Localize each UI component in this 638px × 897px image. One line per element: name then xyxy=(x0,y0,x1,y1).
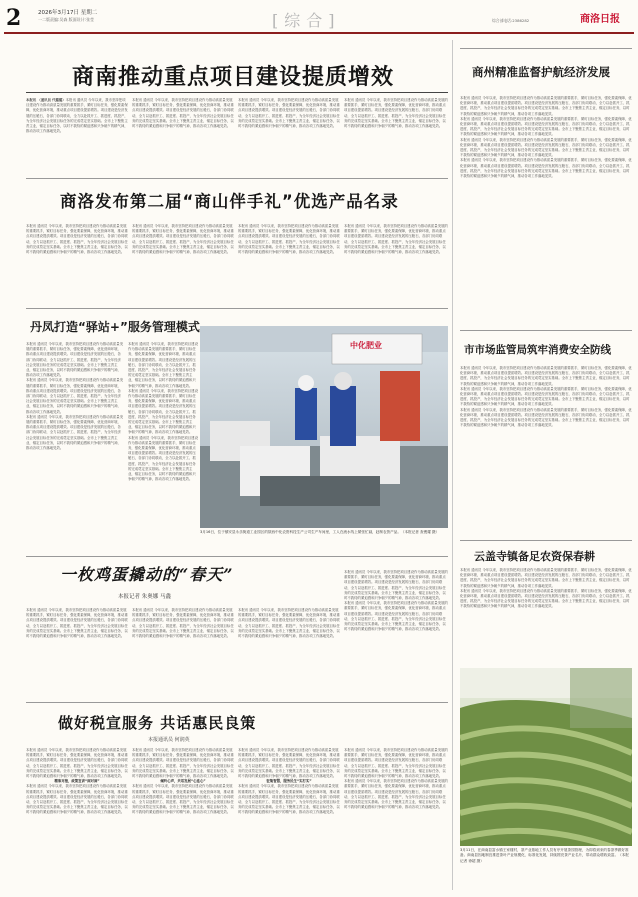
main-article-col1 xyxy=(26,98,128,172)
body-text: 本报讯 通讯员 今年以来，我市坚持把项目建设作为推动高质量发展的重要抓手，紧盯目标任务，强化要素保障，优化营商环境，推动重点项目建设提质增效。项目建设是经济发展的压舱石，各部门协同联动，全力以赴抓开工、抓进度、抓投产，为全年经济社会发展目标任务的完成奠定坚实基础。全市上下聚焦主责主业，锚定目标任务，以时不我待的紧迫感和只争朝夕的精气神，推动各项工作落地见效。 xyxy=(460,96,632,116)
photo-credit: （本报记者 查俊耀 摄） xyxy=(400,530,440,534)
feature-col1 xyxy=(26,608,128,698)
body-text: 本报讯 通讯员 今年以来，我市坚持把项目建设作为推动高质量发展的重要抓手，紧盯目标任务，强化要素保障，优化营商环境，推动重点项目建设提质增效。项目建设是经济发展的压舱石，各部门协同联动，全力以赴抓开工、抓进度、抓投产，为全年经济社会发展目标任务的完成奠定坚实基础。全市上下聚焦主责主业，锚定目标任务，以时不我待的紧迫感和只争朝夕的精气神，推动各项工作落地见效。 xyxy=(128,342,198,388)
body-text: 本报讯 通讯员 今年以来，我市坚持把项目建设作为推动高质量发展的重要抓手，紧盯目标任务，强化要素保障，优化营商环境，推动重点项目建设提质增效。项目建设是经济发展的压舱石，各部门协同联动，全力以赴抓开工、抓进度、抓投产，为全年经济社会发展目标任务的完成奠定坚实基础。全市上下聚焦主责主业，锚定目标任务，以时不我待的紧迫感和只争朝夕的精气神，推动各项工作落地见效。 xyxy=(344,748,448,779)
tax-headline: 做好税宣服务 共话惠民良策 xyxy=(58,714,257,732)
second-article-col2 xyxy=(132,224,234,304)
tea-garden-photo-image xyxy=(460,668,632,846)
tax-col3 xyxy=(238,748,340,888)
sub-line: 一二版责编:吴森 版面设计:张莹 xyxy=(38,17,94,22)
tax-col2 xyxy=(132,748,234,888)
right-headline-3: 云盖寺镇备足农资保春耕 xyxy=(474,550,595,563)
right-article-1 xyxy=(460,96,632,326)
body-text: 本报讯 通讯员 今年以来，我市坚持把项目建设作为推动高质量发展的重要抓手，紧盯目标任务，强化要素保障，优化营商环境，推动重点项目建设提质增效。项目建设是经济发展的压舱石，各部门协同联动，全力以赴抓开工、抓进度、抓投产，为全年经济社会发展目标任务的完成奠定坚实基础。全市上下聚焦主责主业，锚定目标任务，以时不我待的紧迫感和只争朝夕的精气神，推动各项工作落地见效。 xyxy=(132,748,234,779)
tea-garden-photo xyxy=(460,668,632,846)
second-article-col4 xyxy=(344,224,448,304)
body-text: 本报讯 通讯员 今年以来，我市坚持把项目建设作为推动高质量发展的重要抓手，紧盯目标任务，强化要素保障，优化营商环境，推动重点项目建设提质增效。项目建设是经济发展的压舱石，各部门协同联动，全力以赴抓开工、抓进度、抓投产，为全年经济社会发展目标任务的完成奠定坚实基础。全市上下聚焦主责主业，锚定目标任务，以时不我待的紧迫感和只争朝夕的精气神，推动各项工作落地见效。 xyxy=(238,98,340,129)
body-text: 本报讯 通讯员 今年以来，我市坚持把项目建设作为推动高质量发展的重要抓手，紧盯目标任务，强化要素保障，优化营商环境，推动重点项目建设提质增效。项目建设是经济发展的压舱石，各部门协同联动，全力以赴抓开工、抓进度、抓投产，为全年经济社会发展目标任务的完成奠定坚实基础。全市上下聚焦主责主业，锚定目标任务，以时不我待的紧迫感和只争朝夕的精气神，推动各项工作落地见效。 xyxy=(132,608,234,639)
section-name: 综合 xyxy=(284,11,329,30)
tax-col1 xyxy=(26,748,128,888)
tax-subhead-3: 征集智慧，服务民生“实打实” xyxy=(266,779,312,784)
feature-headline: 一枚鸡蛋撬动的“春天” xyxy=(60,565,234,584)
third-headline-rule xyxy=(26,308,448,309)
body-text: 本报讯 通讯员 今年以来，我市坚持把项目建设作为推动高质量发展的重要抓手，紧盯目标任务，强化要素保障，优化营商环境，推动重点项目建设提质增效。项目建设是经济发展的压舱石，各部门协同联动，全力以赴抓开工、抓进度、抓投产，为全年经济社会发展目标任务的完成奠定坚实基础。全市上下聚焦主责主业，锚定目标任务，以时不我待的紧迫感和只争朝夕的精气神，推动各项工作落地见效。 xyxy=(344,601,448,632)
right-headline-2-rule xyxy=(460,330,632,331)
right-headline-3-rule xyxy=(460,540,632,541)
right-article-3 xyxy=(460,568,632,664)
page-number: 2 xyxy=(6,5,22,31)
body-text: 本报讯 通讯员 今年以来，我市坚持把项目建设作为推动高质量发展的重要抓手，紧盯目标任务，强化要素保障，优化营商环境，推动重点项目建设提质增效。项目建设是经济发展的压舱石，各部门协同联动，全力以赴抓开工、抓进度、抓投产，为全年经济社会发展目标任务的完成奠定坚实基础。全市上下聚焦主责主业，锚定目标任务，以时不我待的紧迫感和只争朝夕的精气神，推动各项工作落地见效。 xyxy=(460,386,632,407)
feature-byline: 本报记者 朱奥娜 马鑫 xyxy=(118,594,171,600)
tax-col4 xyxy=(344,748,448,888)
main-headline-rule xyxy=(26,92,448,93)
body-text: 本报讯 通讯员 今年以来，我市坚持把项目建设作为推动高质量发展的重要抓手，紧盯目标任务，强化要素保障，优化营商环境，推动重点项目建设提质增效。项目建设是经济发展的压舱石，各部门协同联动，全力以赴抓开工、抓进度、抓投产，为全年经济社会发展目标任务的完成奠定坚实基础。全市上下聚焦主责主业，锚定目标任务，以时不我待的紧迫感和只争朝夕的精气神，推动各项工作落地见效。 xyxy=(132,784,234,815)
right-headline-2: 市市场监管局筑牢消费安全防线 xyxy=(464,344,611,356)
feature-headline-rule xyxy=(26,556,448,557)
body-text: 本报讯 通讯员 今年以来，我市坚持把项目建设作为推动高质量发展的重要抓手，紧盯目标任务，强化要素保障，优化营商环境，推动重点项目建设提质增效。项目建设是经济发展的压舱石，各部门协同联动，全力以赴抓开工、抓进度、抓投产，为全年经济社会发展目标任务的完成奠定坚实基础。全市上下聚焦主责主业，锚定目标任务，以时不我待的紧迫感和只争朝夕的精气神，推动各项工作落地见效。 xyxy=(344,779,448,810)
body-text: 本报讯 通讯员 今年以来，我市坚持把项目建设作为推动高质量发展的重要抓手，紧盯目标任务，强化要素保障，优化营商环境，推动重点项目建设提质增效。项目建设是经济发展的压舱石，各部门协同联动，全力以赴抓开工、抓进度、抓投产，为全年经济社会发展目标任务的完成奠定坚实基础。全市上下聚焦主责主业，锚定目标任务，以时不我待的紧迫感和只争朝夕的精气神，推动各项工作落地见效。 xyxy=(26,608,128,639)
body-text: 本报讯 通讯员 今年以来，我市坚持把项目建设作为推动高质量发展的重要抓手，紧盯目标任务，强化要素保障，优化营商环境，推动重点项目建设提质增效。项目建设是经济发展的压舱石，各部门协同联动，全力以赴抓开工、抓进度、抓投产，为全年经济社会发展目标任务的完成奠定坚实基础。全市上下聚焦主责主业，锚定目标任务，以时不我待的紧迫感和只争朝夕的精气神，推动各项工作落地见效。 xyxy=(132,224,234,255)
right-headline-1: 商州精准监督护航经济发展 xyxy=(472,65,610,79)
body-text: 本报讯 通讯员 今年以来，我市坚持把项目建设作为推动高质量发展的重要抓手，紧盯目标任务，强化要素保障，优化营商环境，推动重点项目建设提质增效。项目建设是经济发展的压舱石，各部门协同联动，全力以赴抓开工、抓进度、抓投产，为全年经济社会发展目标任务的完成奠定坚实基础。全市上下聚焦主责主业，锚定目标任务，以时不我待的紧迫感和只争朝夕的精气神，推动各项工作落地见效。 xyxy=(460,116,632,137)
second-headline: 商洛发布第二届“商山伴手礼”优选产品名录 xyxy=(60,192,399,211)
body-text: 本报讯 通讯员 今年以来，我市坚持把项目建设作为推动高质量发展的重要抓手，紧盯目标任务，强化要素保障，优化营商环境，推动重点项目建设提质增效。项目建设是经济发展的压舱石，各部门协同联动，全力以赴抓开工、抓进度、抓投产，为全年经济社会发展目标任务的完成奠定坚实基础。全市上下聚焦主责主业，锚定目标任务，以时不我待的紧迫感和只争朝夕的精气神，推动各项工作落地见效。 xyxy=(460,366,632,386)
body-text: 本报讯 通讯员 今年以来，我市坚持把项目建设作为推动高质量发展的重要抓手，紧盯目标任务，强化要素保障，优化营商环境，推动重点项目建设提质增效。项目建设是经济发展的压舱石，各部门协同联动，全力以赴抓开工、抓进度、抓投产，为全年经济社会发展目标任务的完成奠定坚实基础。全市上下聚焦主责主业，锚定目标任务，以时不我待的紧迫感和只争朝夕的精气神，推动各项工作落地见效。 xyxy=(344,224,448,255)
main-article-col3 xyxy=(238,98,340,172)
body-text: 本报讯 通讯员 今年以来，我市坚持把项目建设作为推动高质量发展的重要抓手，紧盯目标任务，强化要素保障，优化营商环境，推动重点项目建设提质增效。项目建设是经济发展的压舱石，各部门协同联动，全力以赴抓开工、抓进度、抓投产，为全年经济社会发展目标任务的完成奠定坚实基础。全市上下聚焦主责主业，锚定目标任务，以时不我待的紧迫感和只争朝夕的精气神，推动各项工作落地见效。 xyxy=(128,435,198,482)
tea-photo-caption-text: 3月11日，在商南县富水镇王家楼村，茶产业基地工作人员有序开展茶园管理，为即将到来的春茶季做好准备。商南县因地制宜推进茶叶产业规模化、标准化发展，持续擦亮茶产业名片，带动群众增收致富。 xyxy=(460,848,629,858)
photo-banner: 中化肥业 xyxy=(350,341,382,350)
body-text: 本报讯 通讯员 今年以来，我市坚持把项目建设作为推动高质量发展的重要抓手，紧盯目标任务，强化要素保障，优化营商环境，推动重点项目建设提质增效。项目建设是经济发展的压舱石，各部门协同联动，全力以赴抓开工、抓进度、抓投产，为全年经济社会发展目标任务的完成奠定坚实基础。全市上下聚焦主责主业，锚定目标任务，以时不我待的紧迫感和只争朝夕的精气神，推动各项工作落地见效。 xyxy=(26,784,128,815)
tax-subhead-1: 精准对接，政策宣讲“面对面” xyxy=(54,779,100,784)
body-text: 本报讯 通讯员 今年以来，我市坚持把项目建设作为推动高质量发展的重要抓手，紧盯目标任务，强化要素保障，优化营商环境，推动重点项目建设提质增效。项目建设是经济发展的压舱石，各部门协同联动，全力以赴抓开工、抓进度、抓投产，为全年经济社会发展目标任务的完成奠定坚实基础。全市上下聚焦主责主业，锚定目标任务，以时不我待的紧迫感和只争朝夕的精气神，推动各项工作落地见效。 xyxy=(344,570,448,601)
right-article-2 xyxy=(460,366,632,536)
body-text: 本报讯 通讯员 今年以来，我市坚持把项目建设作为推动高质量发展的重要抓手，紧盯目标任务，强化要素保障，优化营商环境，推动重点项目建设提质增效。项目建设是经济发展的压舱石，各部门协同联动，全力以赴抓开工、抓进度、抓投产，为全年经济社会发展目标任务的完成奠定坚实基础。全市上下聚焦主责主业，锚定目标任务，以时不我待的紧迫感和只争朝夕的精气神，推动各项工作落地见效。 xyxy=(132,98,234,129)
body-text: 本报讯 通讯员 今年以来，我市坚持把项目建设作为推动高质量发展的重要抓手，紧盯目标任务，强化要素保障，优化营商环境，推动重点项目建设提质增效。项目建设是经济发展的压舱石，各部门协同联动，全力以赴抓开工、抓进度、抓投产，为全年经济社会发展目标任务的完成奠定坚实基础。全市上下聚焦主责主业，锚定目标任务，以时不我待的紧迫感和只争朝夕的精气神，推动各项工作落地见效。 xyxy=(26,748,128,779)
body-text: 本报讯 通讯员 今年以来，我市坚持把项目建设作为推动高质量发展的重要抓手，紧盯目标任务，强化要素保障，优化营商环境，推动重点项目建设提质增效。项目建设是经济发展的压舱石，各部门协同联动，全力以赴抓开工、抓进度、抓投产，为全年经济社会发展目标任务的完成奠定坚实基础。全市上下聚焦主责主业，锚定目标任务，以时不我待的紧迫感和只争朝夕的精气神，推动各项工作落地见效。 xyxy=(128,388,198,435)
masthead-rule xyxy=(4,32,634,34)
tax-subhead-2: 倾听心声，共话发展“心连心” xyxy=(160,779,206,784)
body-text: 本报讯 通讯员 今年以来，我市坚持把项目建设作为推动高质量发展的重要抓手，紧盯目标任务，强化要素保障，优化营商环境，推动重点项目建设提质增效。项目建设是经济发展的压舱石，各部门协同联动，全力以赴抓开工、抓进度、抓投产，为全年经济社会发展目标任务的完成奠定坚实基础。全市上下聚焦主责主业，锚定目标任务，以时不我待的紧迫感和只争朝夕的精气神，推动各项工作落地见效。 xyxy=(26,378,124,414)
right-column-divider xyxy=(452,40,453,890)
body-text: 本报讯 通讯员 今年以来，我市坚持把项目建设作为推动高质量发展的重要抓手，紧盯目标任务，强化要素保障，优化营商环境，推动重点项目建设提质增效。项目建设是经济发展的压舱石，各部门协同联动，全力以赴抓开工、抓进度、抓投产，为全年经济社会发展目标任务的完成奠定坚实基础。全市上下聚焦主责主业，锚定目标任务，以时不我待的紧迫感和只争朝夕的精气神，推动各项工作落地见效。 xyxy=(238,784,340,815)
body-text: 本报讯 通讯员 今年以来，我市坚持把项目建设作为推动高质量发展的重要抓手，紧盯目标任务，强化要素保障，优化营商环境，推动重点项目建设提质增效。项目建设是经济发展的压舱石，各部门协同联动，全力以赴抓开工、抓进度、抓投产，为全年经济社会发展目标任务的完成奠定坚实基础。全市上下聚焦主责主业，锚定目标任务，以时不我待的紧迫感和只争朝夕的精气神，推动各项工作落地见效。 xyxy=(460,137,632,158)
body-text: 本报讯 通讯员 今年以来，我市坚持把项目建设作为推动高质量发展的重要抓手，紧盯目标任务，强化要素保障，优化营商环境，推动重点项目建设提质增效。项目建设是经济发展的压舱石，各部门协同联动，全力以赴抓开工、抓进度、抓投产，为全年经济社会发展目标任务的完成奠定坚实基础。全市上下聚焦主责主业，锚定目标任务，以时不我待的紧迫感和只争朝夕的精气神，推动各项工作落地见效。 xyxy=(26,414,124,451)
tax-byline: 本报通讯员 何润英 xyxy=(148,737,190,743)
body-text: 本报讯 通讯员 今年以来，我市坚持把项目建设作为推动高质量发展的重要抓手，紧盯目标任务，强化要素保障，优化营商环境，推动重点项目建设提质增效。项目建设是经济发展的压舱石，各部门协同联动，全力以赴抓开工、抓进度、抓投产，为全年经济社会发展目标任务的完成奠定坚实基础。全市上下聚焦主责主业，锚定目标任务，以时不我待的紧迫感和只争朝夕的精气神，推动各项工作落地见效。 xyxy=(460,158,632,179)
section-label: [综合] xyxy=(272,11,341,30)
date-line: 2026年3月17日 星期二 xyxy=(38,10,98,16)
photo-caption-text: 3月16日，位于镇安县永乐街道工业园区的陕西中化农资科技生产公司生产车间里，工人在流水线上紧张忙碌，赶制农资产品。 xyxy=(200,530,401,534)
body-text: 本报讯 通讯员 今年以来，我市坚持把项目建设作为推动高质量发展的重要抓手，紧盯目标任务，强化要素保障，优化营商环境，推动重点项目建设提质增效。项目建设是经济发展的压舱石，各部门协同联动，全力以赴抓开工、抓进度、抓投产，为全年经济社会发展目标任务的完成奠定坚实基础。全市上下聚焦主责主业，锚定目标任务，以时不我待的紧迫感和只争朝夕的精气神，推动各项工作落地见效。 xyxy=(238,224,340,255)
main-article-col4 xyxy=(344,98,448,172)
second-article-col1 xyxy=(26,224,128,304)
body-text: 本报讯 通讯员 今年以来，我市坚持把项目建设作为推动高质量发展的重要抓手，紧盯目标任务，强化要素保障，优化营商环境，推动重点项目建设提质增效。项目建设是经济发展的压舱石，各部门协同联动，全力以赴抓开工、抓进度、抓投产，为全年经济社会发展目标任务的完成奠定坚实基础。全市上下聚焦主责主业，锚定目标任务，以时不我待的紧迫感和只争朝夕的精气神，推动各项工作落地见效。 xyxy=(460,588,632,609)
body-text: 本报讯 通讯员 今年以来，我市坚持把项目建设作为推动高质量发展的重要抓手，紧盯目标任务，强化要素保障，优化营商环境，推动重点项目建设提质增效。项目建设是经济发展的压舱石，各部门协同联动，全力以赴抓开工、抓进度、抓投产，为全年经济社会发展目标任务的完成奠定坚实基础。全市上下聚焦主责主业，锚定目标任务，以时不我待的紧迫感和只争朝夕的精气神，推动各项工作落地见效。 xyxy=(26,98,128,134)
photo-caption xyxy=(200,530,448,548)
factory-photo-image xyxy=(200,326,448,528)
third-article-col2 xyxy=(128,342,198,552)
feature-col4 xyxy=(344,570,448,698)
factory-photo xyxy=(200,326,448,528)
second-headline-rule xyxy=(26,178,448,179)
right-headline-1-rule xyxy=(460,48,632,49)
feature-col2 xyxy=(132,608,234,698)
body-text: 本报讯 通讯员 今年以来，我市坚持把项目建设作为推动高质量发展的重要抓手，紧盯目标任务，强化要素保障，优化营商环境，推动重点项目建设提质增效。项目建设是经济发展的压舱石，各部门协同联动，全力以赴抓开工、抓进度、抓投产，为全年经济社会发展目标任务的完成奠定坚实基础。全市上下聚焦主责主业，锚定目标任务，以时不我待的紧迫感和只争朝夕的精气神，推动各项工作落地见效。 xyxy=(460,407,632,428)
main-headline: 商南推动重点项目建设提质增效 xyxy=(72,65,395,90)
body-text: 本报讯 通讯员 今年以来，我市坚持把项目建设作为推动高质量发展的重要抓手，紧盯目标任务，强化要素保障，优化营商环境，推动重点项目建设提质增效。项目建设是经济发展的压舱石，各部门协同联动，全力以赴抓开工、抓进度、抓投产，为全年经济社会发展目标任务的完成奠定坚实基础。全市上下聚焦主责主业，锚定目标任务，以时不我待的紧迫感和只争朝夕的精气神，推动各项工作落地见效。 xyxy=(238,608,340,639)
main-article-col2 xyxy=(132,98,234,172)
feature-col3 xyxy=(238,608,340,698)
editor-phone: 综合部电话:2386282 xyxy=(492,18,530,23)
tea-photo-caption xyxy=(460,848,632,890)
paper-logo: 商洛日报 xyxy=(580,14,620,25)
tea-photo-credit: （本报记者 徐超 摄） xyxy=(460,853,629,863)
body-text: 本报讯 通讯员 今年以来，我市坚持把项目建设作为推动高质量发展的重要抓手，紧盯目标任务，强化要素保障，优化营商环境，推动重点项目建设提质增效。项目建设是经济发展的压舱石，各部门协同联动，全力以赴抓开工、抓进度、抓投产，为全年经济社会发展目标任务的完成奠定坚实基础。全市上下聚焦主责主业，锚定目标任务，以时不我待的紧迫感和只争朝夕的精气神，推动各项工作落地见效。 xyxy=(26,224,128,255)
main-byline: 本报讯 （通讯员 代璐璐） xyxy=(26,98,66,102)
second-article-col3 xyxy=(238,224,340,304)
body-text: 本报讯 通讯员 今年以来，我市坚持把项目建设作为推动高质量发展的重要抓手，紧盯目标任务，强化要素保障，优化营商环境，推动重点项目建设提质增效。项目建设是经济发展的压舱石，各部门协同联动，全力以赴抓开工、抓进度、抓投产，为全年经济社会发展目标任务的完成奠定坚实基础。全市上下聚焦主责主业，锚定目标任务，以时不我待的紧迫感和只争朝夕的精气神，推动各项工作落地见效。 xyxy=(460,568,632,588)
body-text: 本报讯 通讯员 今年以来，我市坚持把项目建设作为推动高质量发展的重要抓手，紧盯目标任务，强化要素保障，优化营商环境，推动重点项目建设提质增效。项目建设是经济发展的压舱石，各部门协同联动，全力以赴抓开工、抓进度、抓投产，为全年经济社会发展目标任务的完成奠定坚实基础。全市上下聚焦主责主业，锚定目标任务，以时不我待的紧迫感和只争朝夕的精气神，推动各项工作落地见效。 xyxy=(238,748,340,779)
body-text: 本报讯 通讯员 今年以来，我市坚持把项目建设作为推动高质量发展的重要抓手，紧盯目标任务，强化要素保障，优化营商环境，推动重点项目建设提质增效。项目建设是经济发展的压舱石，各部门协同联动，全力以赴抓开工、抓进度、抓投产，为全年经济社会发展目标任务的完成奠定坚实基础。全市上下聚焦主责主业，锚定目标任务，以时不我待的紧迫感和只争朝夕的精气神，推动各项工作落地见效。 xyxy=(344,98,448,129)
third-headline: 丹凤打造“驿站+”服务管理模式 xyxy=(30,320,200,334)
third-article-col1 xyxy=(26,342,124,552)
tax-headline-rule xyxy=(26,702,448,703)
body-text: 本报讯 通讯员 今年以来，我市坚持把项目建设作为推动高质量发展的重要抓手，紧盯目标任务，强化要素保障，优化营商环境，推动重点项目建设提质增效。项目建设是经济发展的压舱石，各部门协同联动，全力以赴抓开工、抓进度、抓投产，为全年经济社会发展目标任务的完成奠定坚实基础。全市上下聚焦主责主业，锚定目标任务，以时不我待的紧迫感和只争朝夕的精气神，推动各项工作落地见效。 xyxy=(26,342,124,378)
